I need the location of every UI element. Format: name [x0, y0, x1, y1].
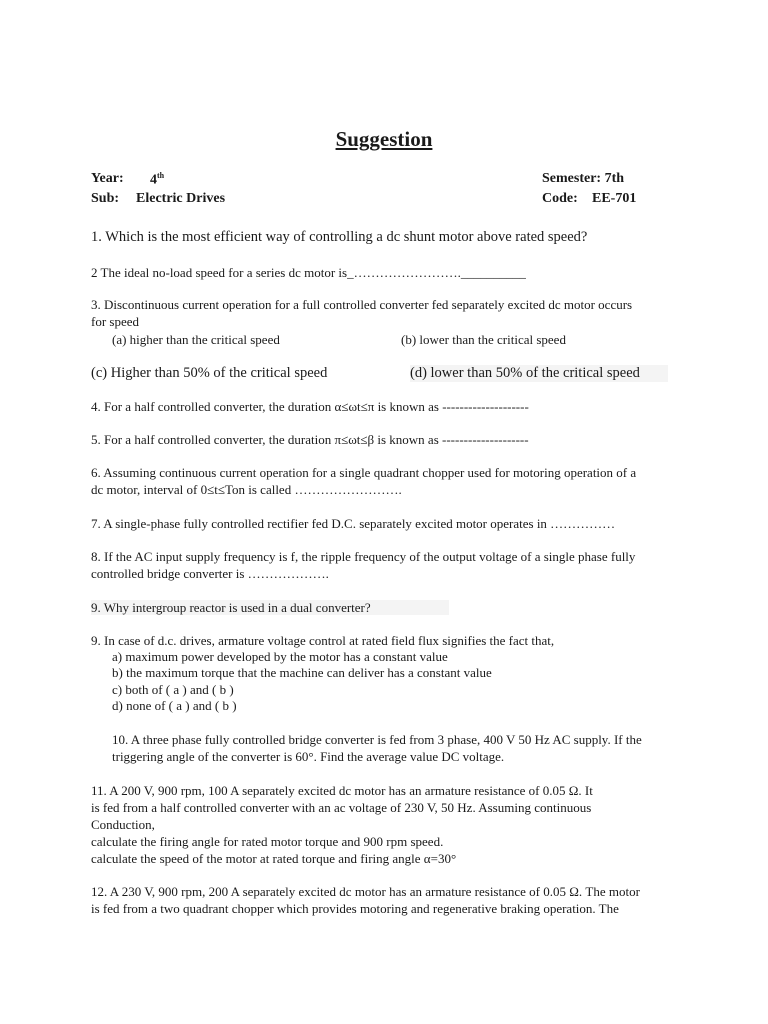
question-12-line-1: 12. A 230 V, 900 rpm, 200 A separately excited dc motor has an armature resistance of 0.05 Ω. The motor [91, 884, 640, 899]
year-label: Year: [91, 171, 124, 186]
question-9b-stem: 9. In case of d.c. drives, armature voltage control at rated field flux signifies the fact that, [91, 633, 555, 648]
question-11-line-4: calculate the firing angle for rated motor torque and 900 rpm speed. [91, 834, 444, 849]
question-7: 7. A single-phase fully controlled rectifier fed D.C. separately excited motor operates in …………… [91, 516, 616, 531]
question-11-line-2: is fed from a half controlled converter with an ac voltage of 230 V, 50 Hz. Assuming continuous [91, 800, 592, 815]
question-3 [91, 296, 691, 330]
page-title: Suggestion [335, 127, 433, 151]
question-12 [91, 883, 691, 917]
question-8-line-1: 8. If the AC input supply frequency is f, the ripple frequency of the output voltage of a single phase fully [91, 549, 636, 564]
question-10 [112, 731, 712, 765]
year-value: 4th [150, 171, 165, 188]
question-1: 1. Which is the most efficient way of controlling a dc shunt motor above rated speed? [91, 229, 588, 245]
question-10-line-2: triggering angle of the converter is 60°. Find the average value DC voltage. [112, 749, 505, 764]
question-11-line-3: Conduction, [91, 817, 155, 832]
question-3-option-d: (d) lower than 50% of the critical speed [410, 365, 668, 382]
subject-value: Electric Drives [136, 191, 226, 206]
question-9b-option-d: d) none of ( a ) and ( b ) [112, 698, 237, 713]
question-11-line-5: calculate the speed of the motor at rated torque and firing angle α=30° [91, 851, 457, 866]
question-12-line-2: is fed from a two quadrant chopper which provides motoring and regenerative braking operation. The [91, 901, 619, 916]
question-9b-option-c: c) both of ( a ) and ( b ) [112, 682, 234, 697]
question-6 [91, 464, 691, 498]
subject-label: Sub: [91, 191, 120, 206]
question-9b-option-b: b) the maximum torque that the machine can deliver has a constant value [112, 665, 492, 680]
question-6-line-2: dc motor, interval of 0≤t≤Ton is called ……………………. [91, 482, 402, 497]
question-8-line-2: controlled bridge converter is ………………. [91, 566, 329, 581]
code-value: EE-701 [592, 191, 637, 206]
code-label: Code: [542, 191, 578, 206]
question-3-option-b: (b) lower than the critical speed [401, 332, 566, 347]
question-9a [91, 599, 691, 616]
question-5: 5. For a half controlled converter, the duration π≤ωt≤β is known as -------------------- [91, 432, 529, 447]
question-8 [91, 548, 691, 582]
question-6-line-1: 6. Assuming continuous current operation for a single quadrant chopper used for motoring operation of a [91, 465, 637, 480]
question-3-option-c: (c) Higher than 50% of the critical speed [91, 365, 328, 381]
question-11 [91, 782, 691, 867]
question-11-line-1: 11. A 200 V, 900 rpm, 100 A separately excited dc motor has an armature resistance of 0.05 Ω. It [91, 783, 593, 798]
question-10-line-1: 10. A three phase fully controlled bridge converter is fed from 3 phase, 400 V 50 Hz AC supply. If the [112, 732, 642, 747]
question-4: 4. For a half controlled converter, the duration α≤ωt≤π is known as -------------------- [91, 399, 529, 414]
question-2: 2 The ideal no-load speed for a series dc motor is_…………………….__________ [91, 265, 526, 280]
question-9b-option-a: a) maximum power developed by the motor has a constant value [112, 649, 448, 664]
question-3-option-a: (a) higher than the critical speed [112, 332, 280, 347]
question-9a-text: 9. Why intergroup reactor is used in a dual converter? [91, 600, 449, 615]
question-3-line-2: for speed [91, 314, 140, 329]
question-3-line-1: 3. Discontinuous current operation for a full controlled converter fed separately excited dc motor occurs [91, 297, 633, 312]
year-superscript: th [157, 171, 165, 180]
semester: Semester: 7th [542, 171, 625, 186]
